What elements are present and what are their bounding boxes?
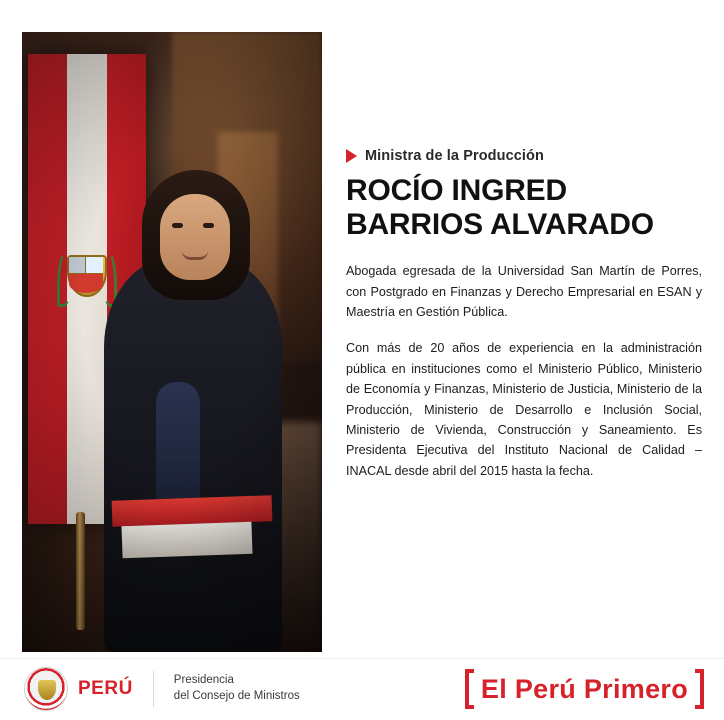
name-line-1: ROCÍO INGRED bbox=[346, 174, 567, 207]
footer-bar bbox=[0, 658, 724, 720]
institution-line-1: Presidencia bbox=[173, 674, 234, 687]
institution-name bbox=[174, 673, 300, 704]
photo-vignette bbox=[22, 32, 322, 652]
bio-paragraph-2: Con más de 20 años de experiencia en la administración pública en instituciones como el Ministerio Público, Ministerio de Economía y Finanzas, Ministerio de Justicia, Ministerio de la Producción, Ministerio de Desarrollo e Inclusión Social, Ministerio de Vivienda, Construcción y Saneamiento. Es Presidenta Ejecutiva del Instituto Nacional de Calidad – INACAL desde abril del 2015 hasta la fecha. bbox=[346, 341, 702, 478]
page-title bbox=[346, 174, 702, 241]
peru-label: PERÚ bbox=[78, 678, 133, 699]
portrait-photo bbox=[22, 32, 322, 652]
role-label: Ministra de la Producción bbox=[365, 148, 544, 164]
brand-divider bbox=[153, 671, 154, 707]
bio-paragraph-1: Abogada egresada de la Universidad San Martín de Porres, con Postgrado en Finanzas y Derecho Empresarial en ESAN y Maestría en Gestión Pública. bbox=[346, 264, 702, 319]
bracket-left-icon bbox=[465, 669, 474, 709]
name-line-2: BARRIOS ALVARADO bbox=[346, 207, 654, 241]
role-eyebrow bbox=[346, 148, 702, 164]
peru-seal-icon bbox=[24, 667, 68, 711]
institution-line-2: del Consejo de Ministros bbox=[173, 690, 300, 702]
triangle-bullet-icon bbox=[346, 149, 357, 163]
slogan-text: El Perú Primero bbox=[480, 673, 688, 704]
bracket-right-icon bbox=[695, 669, 704, 709]
slogan-block bbox=[465, 669, 704, 709]
text-panel bbox=[346, 148, 702, 497]
government-branding bbox=[24, 667, 300, 711]
